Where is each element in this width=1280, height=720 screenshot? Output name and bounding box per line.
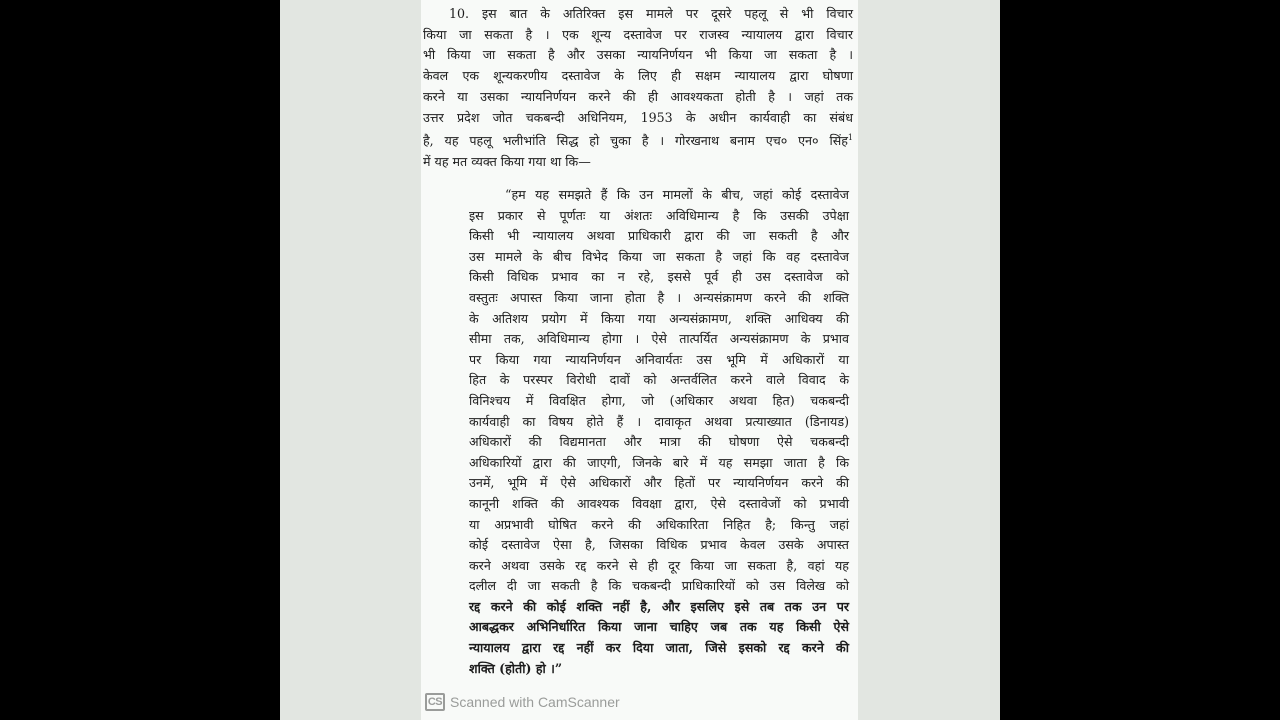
quote-line: सीमा तक, अविधिमान्य होगा । ऐसे तात्पर्यित अन्यसंक्रामण के प्रभाव: [469, 331, 849, 347]
camscanner-logo-icon: CS: [425, 693, 445, 711]
quote-line: शक्ति (होती) हो ।”: [469, 660, 563, 676]
paragraph-10: [423, 4, 853, 173]
quote-line: विनिश्चय में विवक्षित होगा, जो (अधिकार अथवा हित) चकबन्दी: [469, 392, 849, 408]
quote-line: “हम यह समझते हैं कि उन मामलों के बीच, जहां कोई दस्तावेज: [505, 187, 849, 202]
left-margin-panel: [280, 0, 421, 720]
quote-line: दलील दी जा सकती है कि चकबन्दी प्राधिकारियों को उस विलेख को: [469, 578, 849, 594]
camscanner-watermark: [425, 693, 620, 711]
paragraph-line: उत्तर प्रदेश जोत चकबन्दी अधिनियम, 1953 के अधीन कार्यवाही का संबंध: [423, 109, 853, 125]
quote-line: या अप्रभावी घोषित करने की अधिकारिता निहित है; किन्तु जहां: [469, 516, 849, 532]
quote-line: कोई दस्तावेज ऐसा है, जिसका विधिक प्रभाव केवल उसके अपास्त: [469, 537, 849, 553]
footnote-marker: 1: [847, 133, 853, 143]
quote-line: हित के परस्पर विरोधी दावों को अन्तर्वलित करने वाले विवाद के: [469, 372, 849, 388]
paragraph-line: [423, 128, 853, 152]
quote-line: आबद्धकर अभिनिर्धारित किया जाना चाहिए जब तक यह किसी ऐसे: [469, 619, 849, 635]
quote-line: किसी विधिक प्रभाव का न रहे, इससे पूर्व ही उस दस्तावेज को: [469, 269, 849, 285]
quote-line: कानूनी शक्ति की आवश्यक विवक्षा द्वारा, ऐसे दस्तावेजों को प्रभावी: [469, 495, 849, 511]
quote-line: कार्यवाही का विषय होते हैं । दावाकृत अथवा प्रत्याख्यात (डिनायड): [469, 413, 849, 429]
paragraph-line: में यह मत व्यक्त किया गया था कि—: [423, 154, 591, 170]
quote-line: वस्तुतः अपास्त किया जाना होता है । अन्यसंक्रामण करने की शक्ति: [469, 289, 849, 305]
quote-line: रद्द करने की कोई शक्ति नहीं है, और इसलिए इसे तब तक उन पर: [469, 598, 849, 614]
paragraph-line: किया जा सकता है । एक शून्य दस्तावेज पर राजस्व न्यायालय द्वारा विचार: [423, 26, 853, 42]
case-citation-line: है, यह पहलू भलीभांति सिद्ध हो चुका है । गोरखनाथ बनाम एच० एन० सिंह: [423, 133, 848, 149]
quote-line: अधिकारियों द्वारा की जाएगी, जिनके बारे में यह समझा जाता है कि: [469, 454, 849, 470]
quote-line: करने अथवा उसके रद्द करने से ही दूर किया जा सकता है, वहां यह: [469, 557, 849, 573]
right-margin-panel: [858, 0, 1000, 720]
quote-line: इस प्रकार से पूर्णतः या अंशतः अविधिमान्य है कि उसकी उपेक्षा: [469, 207, 849, 223]
paragraph-line: भी किया जा सकता है और उसका न्यायनिर्णयन भी किया जा सकता है ।: [423, 47, 853, 63]
quote-line: के अतिशय प्रयोग में किया गया अन्यसंक्रामण, शक्ति आधिक्य की: [469, 310, 849, 326]
scanned-document-page: [421, 0, 858, 720]
quote-line: उस मामले के बीच विभेद किया जा सकता है जहां कि वह दस्तावेज: [469, 248, 849, 264]
quote-line: पर किया गया न्यायनिर्णयन अनिवार्यतः उस भूमि में अधिकारों या: [469, 351, 849, 367]
quote-line: अधिकारों की विद्यमानता और मात्रा की घोषणा ऐसे चकबन्दी: [469, 434, 849, 450]
quote-line: उनमें, भूमि में ऐसे अधिकारों और हितों पर न्यायनिर्णयन करने की: [469, 475, 849, 491]
watermark-text: Scanned with CamScanner: [450, 694, 620, 710]
paragraph-line: केवल एक शून्यकरणीय दस्तावेज के लिए ही सक्षम न्यायालय द्वारा घोषणा: [423, 68, 853, 84]
quote-line: किसी भी न्यायालय अथवा प्राधिकारी द्वारा की जा सकती है और: [469, 228, 849, 244]
paragraph-line: 10. इस बात के अतिरिक्त इस मामले पर दूसरे पहलू से भी विचार: [449, 6, 853, 21]
quote-line: न्यायालय द्वारा रद्द नहीं कर दिया जाता, जिसे इसको रद्द करने की: [469, 640, 849, 656]
paragraph-line: करने या उसका न्यायनिर्णयन करने की ही आवश्यकता होती है । जहां तक: [423, 88, 853, 104]
block-quotation: [469, 185, 849, 679]
